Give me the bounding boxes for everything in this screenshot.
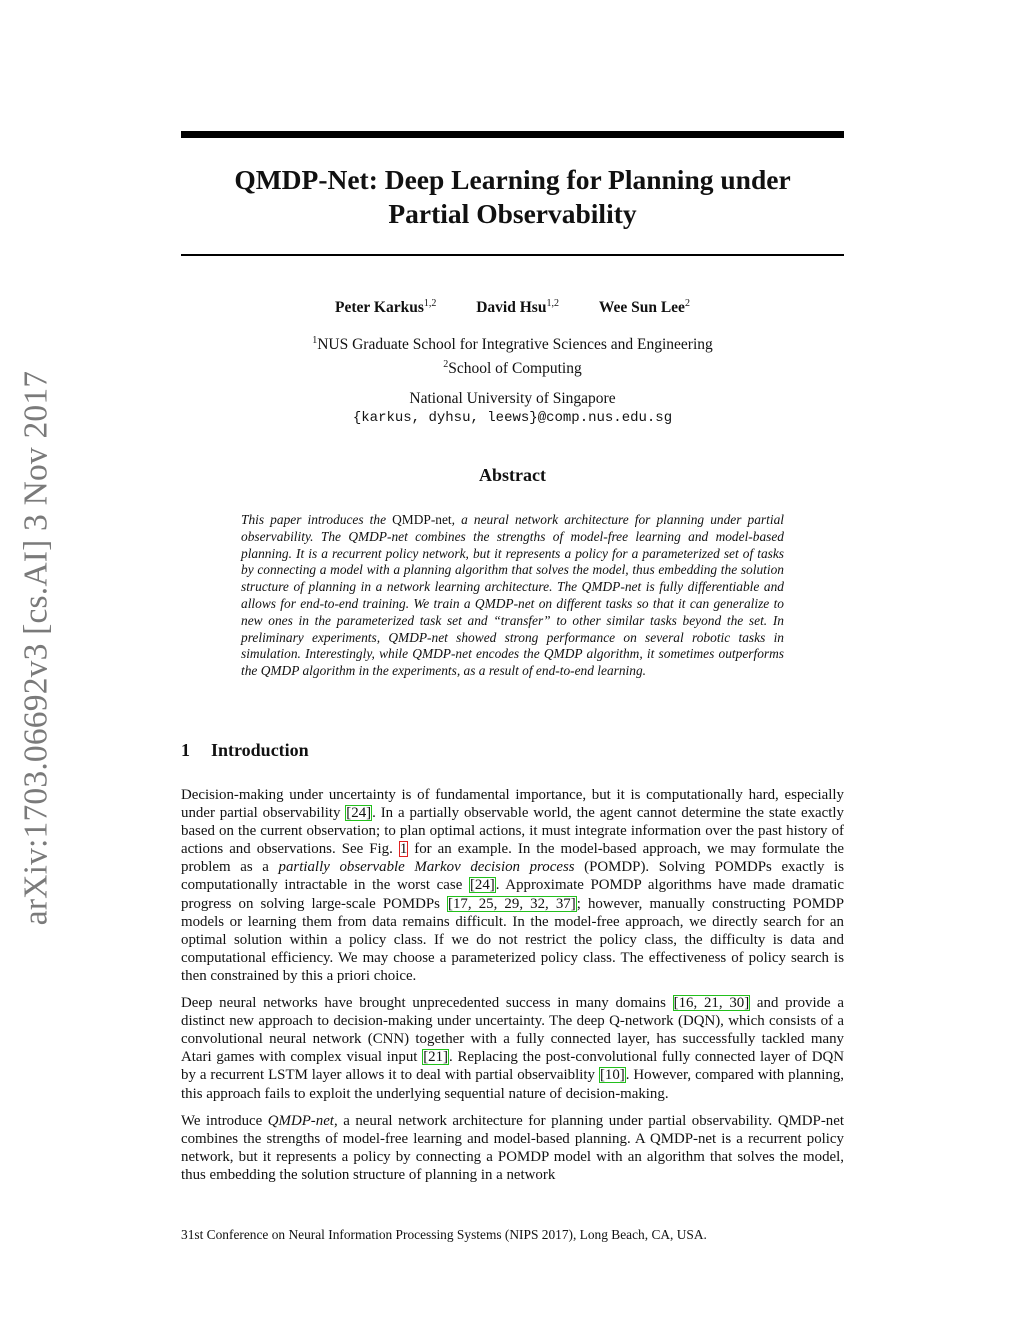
section-title: Introduction bbox=[211, 740, 309, 760]
university: National University of Singapore bbox=[409, 390, 616, 408]
author-list bbox=[181, 298, 844, 317]
title-top-rule bbox=[181, 131, 844, 138]
abstract-heading: Abstract bbox=[479, 465, 546, 485]
arxiv-side-stamp bbox=[16, 365, 56, 930]
title-line-2: Partial Observability bbox=[388, 198, 637, 229]
introduction-body bbox=[181, 786, 844, 1193]
section-number: 1 bbox=[181, 740, 190, 760]
section-heading-introduction bbox=[181, 740, 309, 761]
arxiv-identifier: arXiv:1703.06692v3 [cs.AI] 3 Nov 2017 bbox=[17, 370, 54, 925]
author-emails: {karkus, dyhsu, leews}@comp.nus.edu.sg bbox=[352, 409, 673, 426]
title-bottom-rule bbox=[181, 254, 844, 256]
citation-link[interactable]: [10] bbox=[599, 1067, 625, 1084]
citation-link[interactable]: [24] bbox=[346, 805, 372, 822]
paragraph-3: We introduce QMDP-net, a neural network architecture for planning under partial observability. QMDP-net combines the strengths of model-free learning and model-based planning. A QMDP-net is a recurrent policy network, but it represents a policy by connecting a POMDP model with an algorithm that solves the model, thus embedding the solution structure of planning in a network bbox=[181, 1112, 844, 1183]
figure-reference-link[interactable]: 1 bbox=[399, 841, 408, 858]
affiliation-1: $^1$NUS Graduate School for Integrative Sciences and Engineering bbox=[312, 335, 713, 354]
paragraph-1: Decision-making under uncertainty is of fundamental importance, but it is computationally hard, especially under partial observability [24]. In a partially observable world, the agent cannot determine the state exactly based on the current observation; to plan optimal actions, it must integrate information over the past history of actions and observations. See Fig. 1 for an example. In the model-based approach, we may formulate the problem as a partially observable Markov decision process (POMDP). Solving POMDPs exactly is computationally intractable in the worst case [24]. Approximate POMDP algorithms have made dramatic progress on solving large-scale POMDPs [17, 25, 29, 32, 37]; however, manually constructing POMDP models or learning them from data remains difficult. In the model-free approach, we directly search for an optimal solution within a policy class. If we do not restrict the policy class, the difficulty is data and computational efficiency. We may choose a parameterized policy class. The effectiveness of policy search is then constrained by this a priori choice. bbox=[181, 787, 845, 984]
citation-link[interactable]: [17, 25, 29, 32, 37] bbox=[448, 895, 576, 912]
abstract-text: This paper introduces the QMDP-net, a neural network architecture for planning under partial observability. The QMDP-net combines the strengths of model-free learning and model-based planning. It is a recurrent policy network, but it represents a policy for a parameterized set of tasks by connecting a model with a planning algorithm that solves the model, thus embedding the solution structure of planning in a network learning architecture. The QMDP-net is fully differentiable and allows for end-to-end training. We train a QMDP-net on different tasks so that it can generalize to new ones in the parameterized task set and “transfer” to other similar tasks beyond the set. In preliminary experiments, QMDP-net showed strong performance on several robotic tasks in simulation. Interestingly, while QMDP-net encodes the QMDP algorithm, it sometimes outperforms the QMDP algorithm in the experiments, as a result of end-to-end learning. bbox=[241, 512, 784, 679]
citation-link[interactable]: [16, 21, 30] bbox=[673, 995, 750, 1012]
affiliation-2: $^2$School of Computing bbox=[443, 358, 582, 377]
title-line-1: QMDP-Net: Deep Learning for Planning under bbox=[234, 164, 791, 195]
affiliations bbox=[181, 331, 844, 428]
author-hsu: David Hsu$^{1,2}$ bbox=[476, 298, 559, 317]
paragraph-2: Deep neural networks have brought unprecedented success in many domains [16, 21, 30] and provide a distinct new approach to decision-making under uncertainty. The deep Q-network (DQN), which consists of a convolutional neural network (CNN) together with a fully connected layer, has successfully tackled many Atari games with complex visual input [21]. Replacing the post-convolutional fully connected layer of DQN by a recurrent LSTM layer allows it to deal with partial observaiblity [10]. However, compared with planning, this approach fails to exploit the underlying sequential nature of decision-making. bbox=[181, 995, 845, 1102]
paper-title bbox=[181, 163, 844, 231]
author-lee: Wee Sun Lee$^2$ bbox=[598, 298, 690, 317]
citation-link[interactable]: [24] bbox=[469, 877, 495, 894]
author-karkus: Peter Karkus$^{1,2}$ bbox=[335, 298, 437, 317]
conference-footnote: 31st Conference on Neural Information Processing Systems (NIPS 2017), Long Beach, CA, USA. bbox=[181, 1227, 707, 1242]
citation-link[interactable]: [21] bbox=[423, 1049, 448, 1066]
